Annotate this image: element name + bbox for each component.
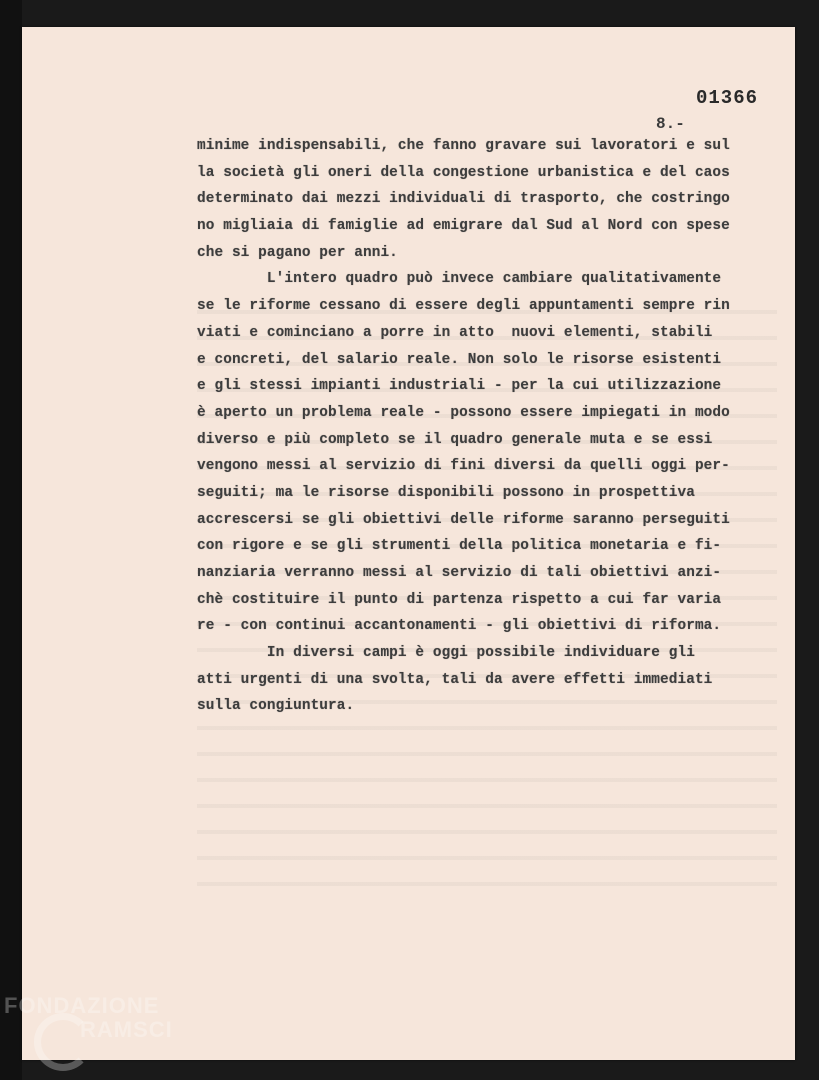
text-line: L'intero quadro può invece cambiare qualitativamente	[197, 271, 722, 288]
scanner-edge	[0, 0, 22, 1080]
text-line: diverso e più completo se il quadro generale muta e se essi	[197, 431, 713, 448]
text-line: sulla congiuntura.	[197, 698, 355, 715]
text-line: viati e cominciano a porre in atto nuovi elementi, stabili	[197, 324, 713, 341]
text-line: no migliaia di famiglie ad emigrare dal Sud al Nord con spese	[197, 218, 730, 235]
page-number: 8.-	[656, 115, 685, 133]
text-line: determinato dai mezzi individuali di trasporto, che costringo	[197, 191, 730, 208]
typed-body-text	[197, 133, 787, 720]
text-line: nanziaria verranno messi al servizio di tali obiettivi anzi-	[197, 565, 722, 581]
text-line: minime indispensabili, che fanno gravare sui lavoratori e sul	[197, 138, 730, 154]
text-line: vengono messi al servizio di fini diversi da quelli oggi per-	[197, 458, 730, 475]
text-line: atti urgenti di una svolta, tali da avere effetti immediati	[197, 671, 713, 688]
text-line: che si pagano per anni.	[197, 244, 398, 261]
watermark-line-1: FONDAZIONE	[4, 993, 160, 1018]
fondazione-gramsci-watermark	[4, 993, 204, 1063]
text-line: seguiti; ma le risorse disponibili possono in prospettiva	[197, 484, 695, 501]
text-line: la società gli oneri della congestione urbanistica e del caos	[197, 164, 730, 181]
text-line: è aperto un problema reale - possono essere impiegati in modo	[197, 404, 730, 421]
text-line: se le riforme cessano di essere degli appuntamenti sempre rin	[197, 298, 730, 315]
watermark-line-2: RAMSCI	[80, 1017, 173, 1042]
text-line: con rigore e se gli strumenti della politica monetaria e fi-	[197, 538, 722, 555]
text-line: e gli stessi impianti industriali - per la cui utilizzazione	[197, 378, 722, 395]
text-line: accrescersi se gli obiettivi delle riforme saranno perseguiti	[197, 511, 730, 528]
text-line: e concreti, del salario reale. Non solo le risorse esistenti	[197, 351, 722, 368]
text-line: chè costituire il punto di partenza rispetto a cui far varia	[197, 591, 722, 608]
text-line: re - con continui accantonamenti - gli obiettivi di riforma.	[197, 618, 722, 635]
archive-number: 01366	[696, 87, 759, 109]
text-line: In diversi campi è oggi possibile individuare gli	[197, 645, 695, 662]
